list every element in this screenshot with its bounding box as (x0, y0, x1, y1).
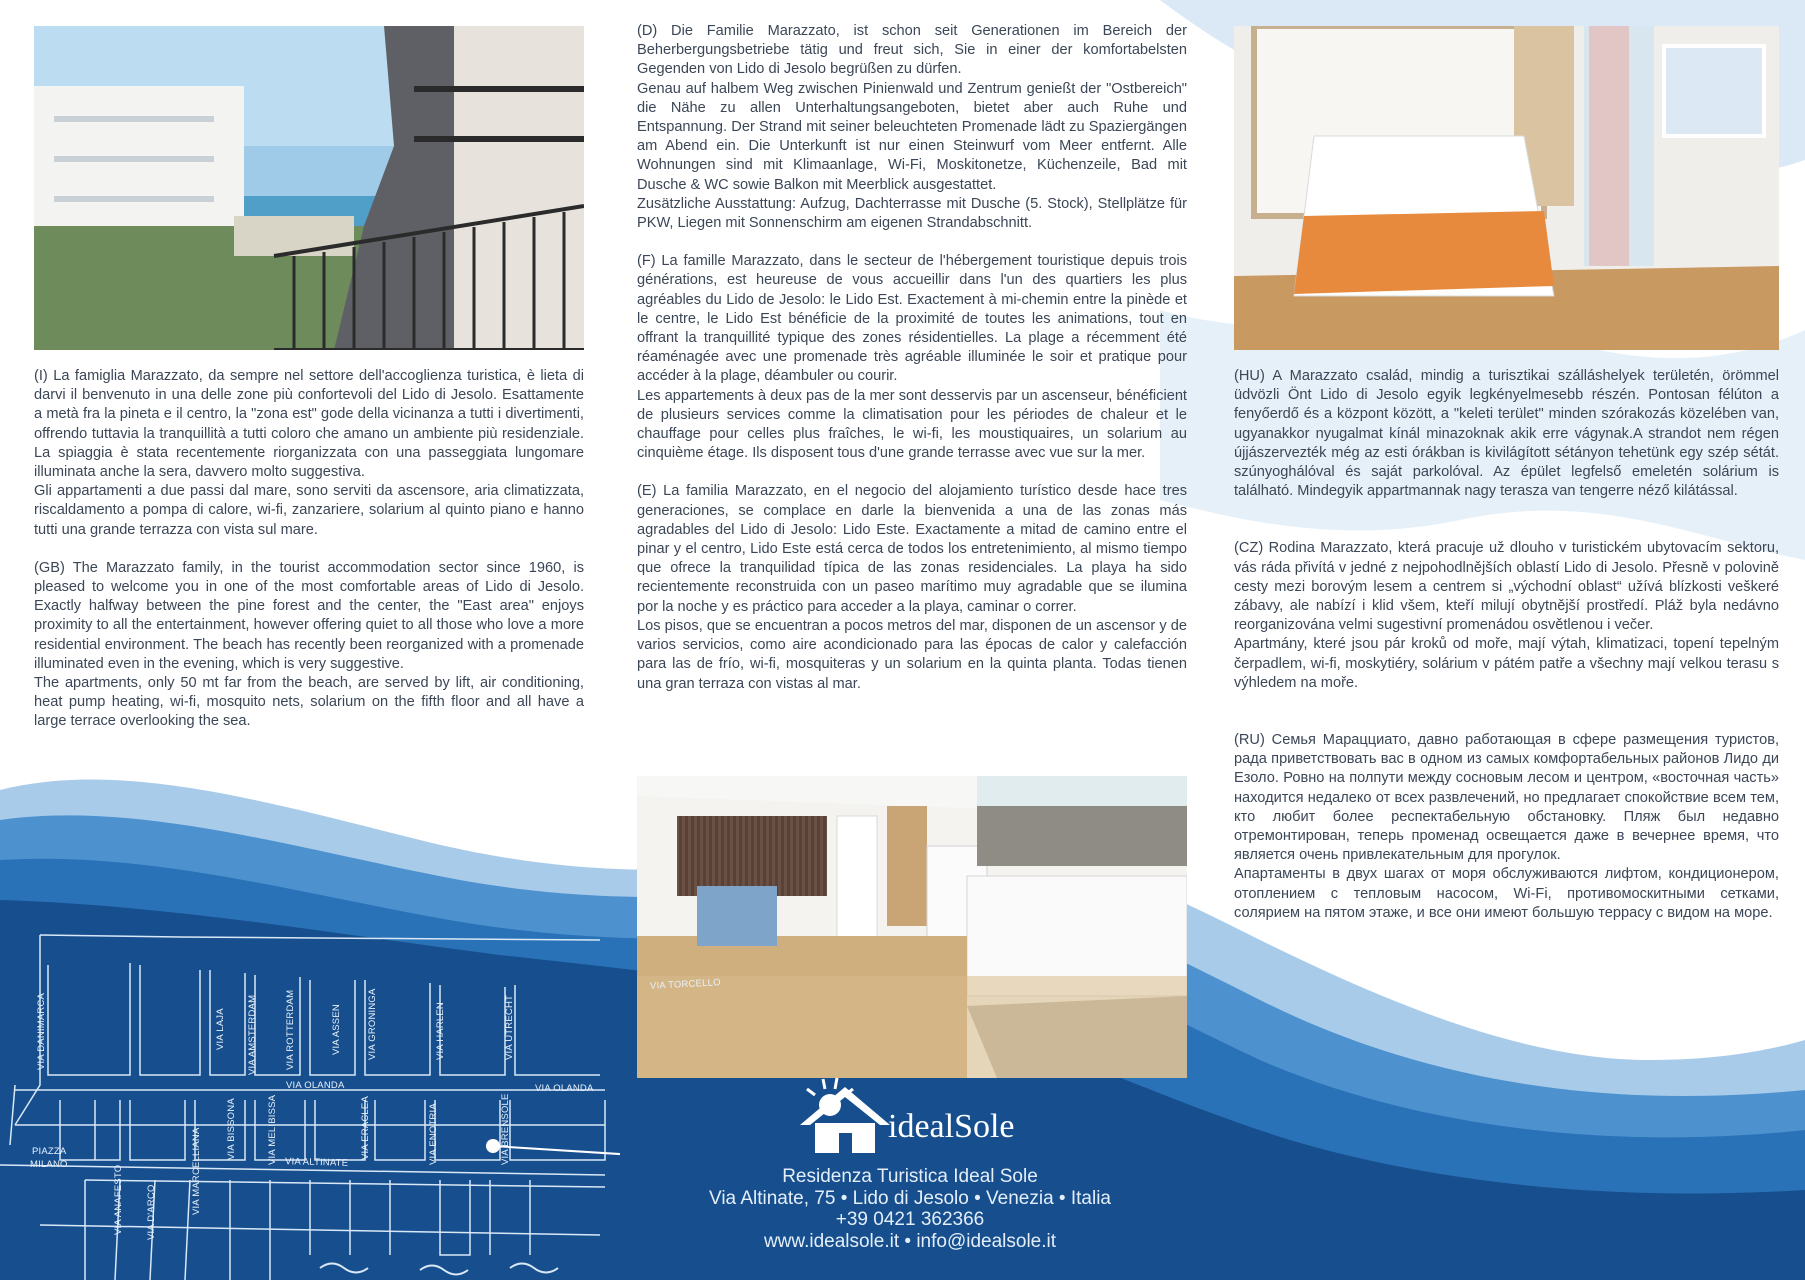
street-label-utrecht: VIA UTRECHT (504, 994, 515, 1060)
street-map (0, 925, 620, 1280)
street-label-groninga: VIA GRONINGA (367, 988, 378, 1060)
piazza-milano-label-1: PIAZZA (32, 1146, 67, 1157)
web-email-line[interactable]: www.idealsole.it • info@idealsole.it (763, 1230, 1057, 1252)
spanish-paragraph-2: Los pisos, que se encuentran a pocos metros del mar, disponen de un ascensor y de varios servicios, como aire acondicionado para las épocas de calor y calefacción para las de frío, wi-fi, mosquiteras y un solarium en la quinta planta. Todas tienen una gran terraza con vistas al mar. (637, 617, 1187, 692)
street-label-olanda: VIA OLANDA (286, 1080, 345, 1091)
street-label-rotterdam: VIA ROTTERDAM (285, 989, 296, 1070)
street-label-assen: VIA ASSEN (331, 1004, 342, 1055)
contact-block (640, 1166, 1180, 1252)
german-paragraph-3: Zusätzliche Ausstattung: Aufzug, Dachterrasse mit Dusche (5. Stock), Stellplätze für PKW, Liegen mit Sonnenschirm am eigenen Strandabschnitt. (637, 195, 1187, 232)
street-label-olanda-2: VIA OLANDA (535, 1083, 594, 1094)
street-label-enotria: VIA ENOTRIA (428, 1103, 439, 1165)
italian-paragraph-1: (I) La famiglia Marazzato, da sempre nel settore dell'accoglienza turistica, è lieta di darvi il benvenuto in una delle zone più confortevoli del Lido di Jesolo. Esattamente a metà fra la pineta e il centro, la "zona est" gode della vicinanza a tutti i divertimenti, offrendo tuttavia la tranquillità a tutti coloro che amano un ambiente più residenziale. La spiaggia è stata recentemente riorganizzata con una passeggiata lungomare illuminata anche la sera, davvero molto suggestiva. (34, 368, 584, 481)
russian-paragraph-1: (RU) Семья Марацциато, давно работающая в сфере размещения туристов, рада приветствовать вас в одном из самых комфортабельных районов Лидо ди Езоло. Ровно на полпути между сосновым лесом и центром, «восточная часть» находится недалеко от всех развлечений, но предлагает спокойствие всем тем, кто любит более респектабельную обстановку. Пляж был недавно отремонтирован, теперь променад освещается даже в вечернее время, что является очень привлекательным для прогулок. (1234, 732, 1779, 864)
russian-paragraph-2: Апартаменты в двух шагах от моря обслуживаются лифтом, кондиционером, отоплением с тепловым насосом, Wi-Fi, противомоскитными сетками, солярием на пятом этаже, и все они имеют большую террасу с видом на море. (1234, 866, 1779, 921)
street-label-amsterdam: VIA AMSTERDAM (247, 994, 258, 1075)
czech-paragraph-1: (CZ) Rodina Marazzato, která pracuje už dlouho v turistickém ubytovacím sektoru, vás ráda přivítá v jedné z nejpohodlnějších oblastí Lido di Jesolo. Přesně v polovině cesty mezi borovým lesem a centrem si „východní oblast“ užívá blízkosti veškeré zábavy, ale nabízí i klid všem, kteří milují obytnější prostředí. Pláž byla nedávno reorganizována velmi sugestivní promenádou osvětlenou i večer. (1234, 540, 1779, 634)
street-label-eraclea: VIA ERACLEA (360, 1096, 371, 1160)
street-label-marcelliana: VIA MARCELLIANA (191, 1127, 202, 1215)
street-label-altinate: VIA ALTINATE (284, 1156, 349, 1169)
address-line: Via Altinate, 75 • Lido di Jesolo • Venezia • Italia (709, 1187, 1111, 1209)
street-label-anafesto: VIA ANAFESTO (113, 1164, 124, 1235)
piazza-milano-label-2: MILANO (30, 1159, 68, 1170)
italian-text-block (34, 367, 584, 732)
street-label-bissona: VIA BISSONA (226, 1098, 237, 1160)
english-paragraph-1: (GB) The Marazzato family, in the tourist accommodation sector since 1960, is pleased to welcome you in one of the most comfortable areas of Lido di Jesolo. Exactly halfway between the pine forest and the center, the "East area" enjoys proximity to all the entertainment, however offering quiet to all those who love a more residential environment. The beach has recently been reorganized with a promenade illuminated even in the evening, which is very suggestive. (34, 559, 584, 672)
kitchen-living-photo (637, 776, 1187, 1078)
bedroom-photo (1234, 26, 1779, 350)
phone-number[interactable]: +39 0421 362366 (835, 1209, 985, 1230)
hungarian-paragraph: (HU) A Marazzato család, mindig a turisztikai szálláshelyek területén, örömmel üdvözli Önt Lido di Jesolo egyik legkényelmesebb részén. Pontosan félúton a fenyőerdő és a központ között, a "keleti terület" minden szórakozás közelében van, ugyanakkor nyugalmat kínál minazoknak akik erre vágynak.A strandot nem régen újjászervezték még az esti órákban is kivilágított sétányon tehetünk egy szép sétát. szúnyoghálóval és saját parkolóval. Az épület legfelső emeletén solárium is található. Mindegyik appartmannak nagy terasza van tengerre néző kilátással. (1234, 368, 1779, 500)
street-label-laja: VIA LAJA (215, 1008, 226, 1050)
residence-name: Residenza Turistica Ideal Sole (782, 1166, 1038, 1187)
hungarian-czech-russian-text-block (1234, 367, 1779, 923)
street-label-harlem: VIA HARLEN (435, 1002, 446, 1060)
german-paragraph-2: Genau auf halbem Weg zwischen Pinienwald und Zentrum genießt der "Ostbereich" die Nähe zu allen Unterhaltungsangeboten, bietet aber auch Ruhe und Entspannung. Der Strand mit seiner beleuchteten Promenade lädt zu Spaziergängen am Abend ein. Die Unterkunft ist nur einen Steinwurf vom Meer entfernt. Alle Wohnungen sind mit Klimaanlage, Wi-Fi, Moskitonetze, Küchenzeile, Bad mit Dusche & WC sowie Balkon mit Meerblick ausgestattet. (637, 80, 1187, 193)
street-label-danimarca: VIA DANIMARCA (36, 992, 47, 1070)
street-label-torcello: VIA TORCELLO (649, 977, 721, 992)
french-paragraph-2: Les appartements à deux pas de la mer sont desservis par un ascenseur, bénéficient de plusieurs services comme la climatisation pour les périodes de chaleur et le chauffage pour celles plus fraîches, le wi-fi, les moustiquaires, un solarium au cinquième étage. Ils disposent tous d'une grande terrasse avec vue sur la mer. (637, 387, 1187, 462)
french-paragraph-1: (F) La famille Marazzato, dans le secteur de l'hébergement touristique depuis trois générations, est heureuse de vous accueillir dans l'un des quartiers les plus agréables du Lido de Jesolo: le Lido Est. Exactement à mi-chemin entre la pinède et le centre, le Lido Est bénéficie de la proximité de toutes les animations, tout en offrant la tranquillité typique des zones résidentielles. La plage a récemment été réaménagée avec une promenade très agréable illuminée le soir et pratique pour accéder à la plage, déambuler ou courir. (637, 253, 1187, 385)
italian-paragraph-2: Gli appartamenti a due passi dal mare, sono serviti da ascensore, aria climatizzata, riscaldamento a pompa di calore, wi-fi, zanzariere, solarium al quinto piano e hanno tutti una grande terrazza con vista sul mare. (34, 483, 584, 538)
brand-name: idealSole (888, 1108, 1015, 1145)
german-french-spanish-text-block (637, 22, 1187, 694)
german-paragraph-1: (D) Die Familie Marazzato, ist schon seit Generationen im Bereich der Beherbergungsbetriebe tätig und freut sich, Sie in einer der komfortabelsten Gegenden von Lido di Jesolo begrüßen zu dürfen. (637, 23, 1187, 78)
street-label-darco: VIA D'ARCO (146, 1184, 157, 1240)
czech-paragraph-2: Apartmány, které jsou pár kroků od moře, mají výtah, klimatizaci, topení tepelným čerpadlem, wi-fi, moskytiéry, solárium v pátém patře a všechny mají velkou terasu s výhledem na moře. (1234, 636, 1779, 691)
english-paragraph-2: The apartments, only 50 mt far from the beach, are served by lift, air conditioning, heat pump heating, wi-fi, mosquito nets, solarium on the fifth floor and all have a large terrace overlooking the sea. (34, 675, 584, 730)
balcony-sea-view-photo (34, 26, 584, 350)
spanish-paragraph-1: (E) La familia Marazzato, en el negocio del alojamiento turístico desde hace tres generaciones, se complace en darle la bienvenida a una de las zonas más agradables del Lido di Jesolo: Lido Este. Exactamente a mitad de camino entre el pinar y el centro, Lido Este está cerca de todos los entretenimiento, al mismo tiempo que ofrece la tranquilidad típica de las zonas residenciales. La playa ha sido recientemente reconstruida con un paseo marítimo muy agradable que se ilumina por la noche y es práctico para acceder a la playa, caminar o correr. (637, 483, 1187, 615)
street-label-brenzole: VIA BRENSOLE (500, 1093, 511, 1165)
street-label-melibissa: VIA MELIBISSA (267, 1094, 278, 1165)
